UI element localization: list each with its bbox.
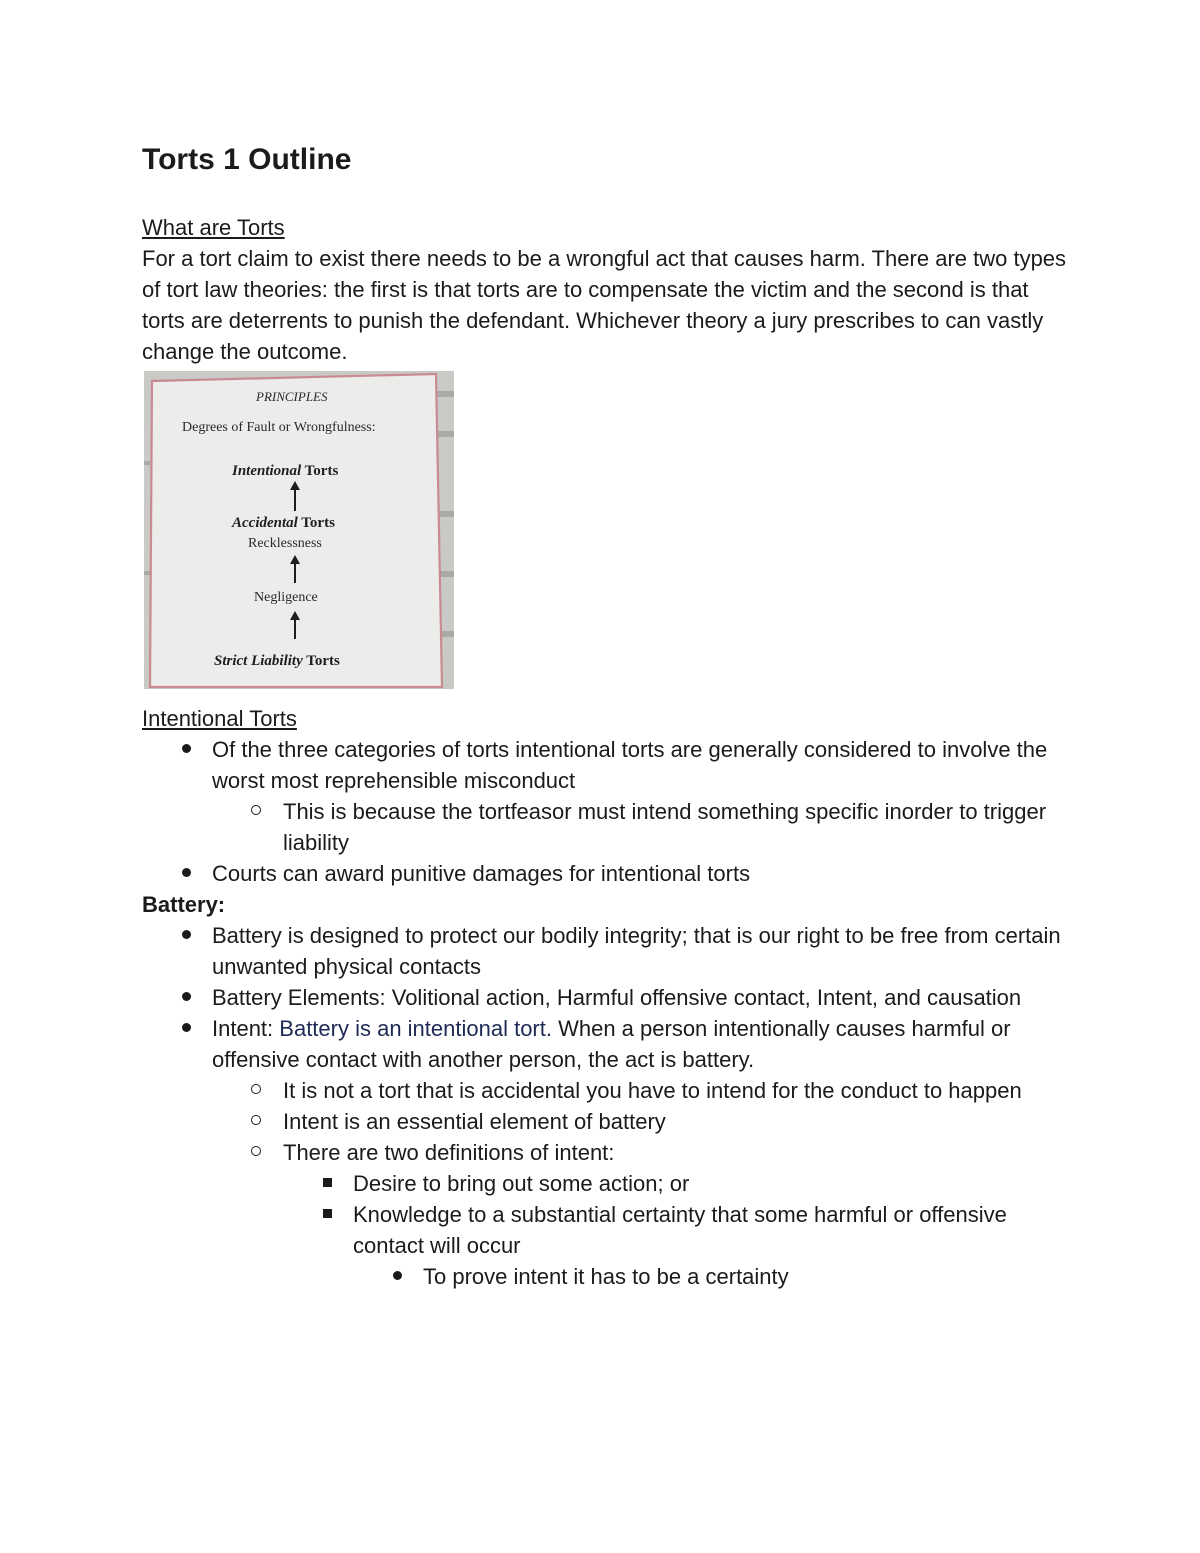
bullet-square-icon [317,1199,337,1230]
section-heading-battery: Battery: [142,892,226,917]
bullet-circle-icon [246,1137,266,1168]
svg-text:Accidental Torts [231,515,335,531]
intro-paragraph: For a tort claim to exist there needs to be a wrongful act that causes harm. There are two types of tort law theories: the first is that torts are to compensate the victim and the second is that torts are deterrents to punish the defendant. Whichever theory a jury prescribes to can vastly change the outcome. [142,246,1067,364]
intent-emphasis: Battery is an intentional tort. [279,1016,552,1041]
list-item: Desire to bring out some action; or [142,1168,1072,1199]
list-item: Battery Elements: Volitional action, Harmful offensive contact, Intent, and causation [142,982,1072,1013]
figure-level2-italic: Accidental [232,515,298,531]
list-item: Of the three categories of torts intentional torts are generally considered to involve the worst most reprehensible misconduct [142,734,1072,796]
section-heading-intentional-torts: Intentional Torts [142,706,297,731]
figure-level1-italic: Intentional [232,463,302,479]
list-item: Intent is an essential element of battery [142,1106,1072,1137]
list-item: To prove intent it has to be a certainty [142,1261,1072,1292]
bullet-circle-icon [246,1075,266,1106]
list-item: Battery is designed to protect our bodily integrity; that is our right to be free from certain unwanted physical contacts [142,920,1072,982]
principles-figure-photo [144,371,454,689]
svg-text:Intentional Torts [231,463,338,479]
figure-recklessness: Recklessness [248,536,322,551]
figure-heading: PRINCIPLES [256,389,328,404]
bullet-circle-icon [246,796,266,827]
list-item: Knowledge to a substantial certainty that some harmful or offensive contact will occur [142,1199,1072,1261]
figure-level1-rest: Torts [301,463,339,479]
figure-level3-italic: Strict Liability [214,653,303,669]
bullet-dot-icon [176,734,196,765]
svg-text:Strict Liability Torts [214,653,340,669]
bullet-dot-icon [176,920,196,951]
battery-list [142,920,1072,1292]
bullet-dot-icon [176,1013,196,1044]
list-item: There are two definitions of intent: [142,1137,1072,1168]
document-page [142,140,1072,1292]
figure-level2-rest: Torts [297,515,335,531]
figure-subheading: Degrees of Fault or Wrongfulness: [182,420,376,435]
intentional-torts-list [142,734,1072,889]
bullet-dot-icon [387,1261,407,1292]
bullet-dot-icon [176,982,196,1013]
bullet-square-icon [317,1168,337,1199]
figure-level3-rest: Torts [302,653,340,669]
page-title: Torts 1 Outline [142,143,352,176]
figure-negligence: Negligence [254,590,318,605]
list-item: This is because the tortfeasor must intend something specific inorder to trigger liability [142,796,1072,858]
list-item: Intent: Battery is an intentional tort. When a person intentionally causes harmful or offensive contact with another person, the act is battery. [142,1013,1072,1075]
list-item: It is not a tort that is accidental you have to intend for the conduct to happen [142,1075,1072,1106]
bullet-circle-icon [246,1106,266,1137]
section-heading-what-are-torts: What are Torts [142,215,285,240]
list-item: Courts can award punitive damages for intentional torts [142,858,1072,889]
bullet-dot-icon [176,858,196,889]
